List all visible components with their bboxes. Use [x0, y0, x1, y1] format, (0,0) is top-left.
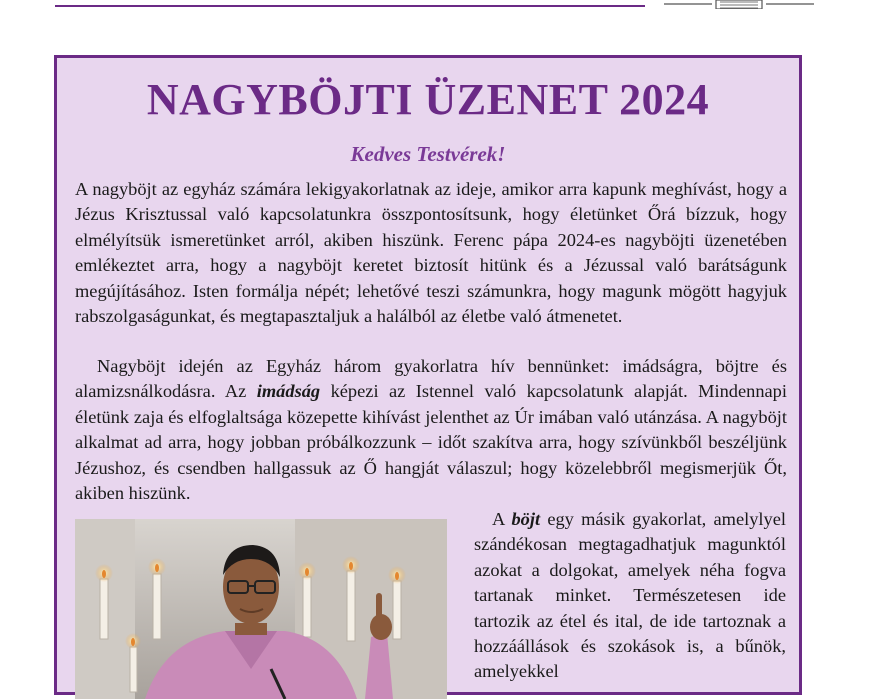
paragraph-prayer-text-b: képezi az Istennel való kapcsolatunk alapját. Mindennapi életünk zaja és elfoglaltsága közepette kihívást jelenthet az Úr imában való utánzása. A nagyböjt alkalmat ad arra, hogy jobban próbálkozzunk – időt szakítva arra, hogy szívünkből beszéljünk Jézushoz, és csendben hallgassuk az Ő hangját válaszul; hogy közelebbről megismerjük Őt, akiben hiszünk.: [75, 381, 787, 504]
paragraph-prayer: [75, 354, 787, 506]
greeting: Kedves Testvérek!: [350, 142, 506, 166]
keyword-fasting: böjt: [511, 509, 541, 529]
paragraph-prayer-text-a: Nagyböjt idején az Egyház három gyakorlatra hív bennünket: imádságra, böjtre és alamizsnálkodásra. Az: [75, 356, 787, 402]
priest-photo: [75, 519, 447, 699]
page-title: NAGYBÖJTI ÜZENET 2024: [146, 75, 710, 124]
top-divider-line: [55, 5, 645, 7]
lent-message-panel: [54, 55, 802, 695]
paragraph-fasting: [474, 507, 786, 685]
keyword-prayer: imádság: [256, 381, 321, 402]
paragraph-fasting-text-a: A: [492, 509, 512, 529]
paragraph-intro: A nagyböjt az egyház számára lekigyakorlatnak az ideje, amikor arra kapunk meghívást, hogy a Jézus Krisztussal való kapcsolatunkra összpontosítsunk, hogy életünket Őrá bízzuk, hogy elmélyítsük ismeretünket arról, akiben hiszünk. Ferenc pápa 2024-es nagyböjti üzenetében emlékeztet arra, hogy a nagyböjt keretet biztosít hitünk és a Jézussal való barátságunk megújításához. Isten formálja népét; lehetővé teszi számunkra, hogy magunk mögött hagyjuk rabszolgaságunkat, és megtapasztaljuk a halálból az életbe való átmenetet.: [75, 179, 787, 327]
church-roof-graphic: [664, 0, 814, 9]
paragraph-fasting-text-b: egy másik gyakorlat, amelylyel szándékosan megtagadhatjuk magunktól azokat a dolgokat, amelyek néha fogva tartanak minket. Természetesen ide tartozik az étel és ital, de ide tartoznak a hozzáállások és szokások is, a bűnök, amelyekkel: [474, 509, 786, 682]
